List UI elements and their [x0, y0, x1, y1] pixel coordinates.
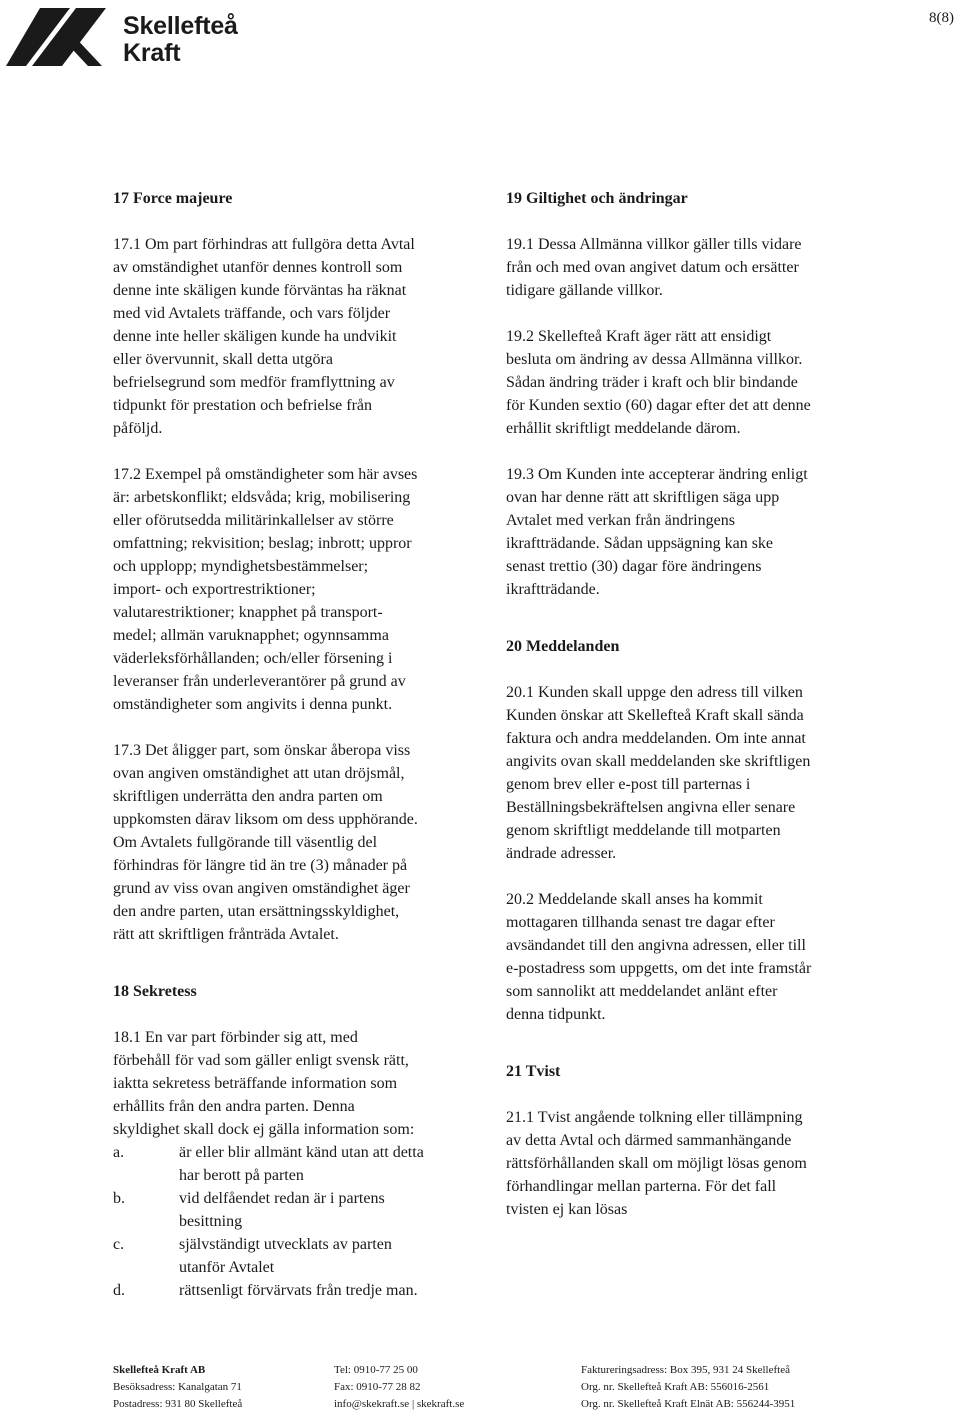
- section-17-2: 17.2 Exempel på omständigheter som här avses är: arbetskonflikt; eldsvåda; krig, mobilisering eller oförutsedda militärinkallelser av större omfattning; rekvisition; beslag; inbrott; uppror och upplopp; myndighetsbestämmelser; import- och exportrestriktioner; valutarestriktioner; knapphet på transport- medel; allmän varuknapphet; ogynnsamma väderleksförhållanden; och/eller försening i leveranser från underleverantörer på grund av omständigheter som angivits i denna punkt.: [113, 466, 418, 713]
- footer-org-number-elnat: Org. nr. Skellefteå Kraft Elnät AB: 556244-3951: [581, 1398, 796, 1410]
- footer-company-block: [113, 1362, 242, 1413]
- logo-text-line1: Skellefteå: [123, 12, 238, 40]
- section-17-1: 17.1 Om part förhindras att fullgöra detta Avtal av omständighet utanför dennes kontroll som denne inte skäligen kunde förväntas ha räknat med vid Avtalets träffande, och vars följder denne inte heller skäligen kunde ha undvikit eller övervunnit, skall detta utgöra befrielsegrund som medför framflyttning av tidpunkt för prestation och befrielse från påföljd.: [113, 236, 415, 437]
- list-item: [113, 1187, 475, 1233]
- section-21-1: 21.1 Tvist angående tolkning eller tillämpning av detta Avtal och därmed sammanhängande rättsförhållanden skall om möjligt lösas genom förhandlingar mellan parterna. För det fall tvisten ej kan lösas: [506, 1109, 807, 1218]
- logo-text-line2: Kraft: [123, 39, 181, 67]
- section-20-1: 20.1 Kunden skall uppge den adress till vilken Kunden önskar att Skellefteå Kraft skall sända faktura och andra meddelanden. Om inte annat angivits ovan skall meddelanden ske skriftligen genom brev eller e-post till parternas i Beställningsbekräftelsen angivna eller senare genom skriftligt meddelande till motparten ändrade adresser.: [506, 684, 811, 862]
- list-item: [113, 1141, 475, 1187]
- section-20-2: 20.2 Meddelande skall anses ha kommit mottagaren tillhanda senast tre dagar efter avsändandet till den angivna adressen, eller till e-postadress som uppgetts, om det inte framstår som sannolikt att meddelandet anlänt efter denna tidpunkt.: [506, 891, 812, 1023]
- footer-contact-block: [334, 1362, 464, 1413]
- footer-billing-block: [581, 1362, 795, 1413]
- list-item-letter: b.: [113, 1190, 125, 1207]
- company-logo: [6, 4, 256, 70]
- section-19-3: 19.3 Om Kunden inte accepterar ändring enligt ovan har denne rätt att skriftligen säga upp Avtalet med verkan från ändringens ikraftträdande. Sådan uppsägning kan ske senast trettio (30) dagar före ändringens ikraftträdande.: [506, 466, 808, 598]
- section-19-1: 19.1 Dessa Allmänna villkor gäller tills vidare från och med ovan angivet datum och ersätter tidigare gällande villkor.: [506, 236, 802, 299]
- footer-postal-address: Postadress: 931 80 Skellefteå: [113, 1398, 243, 1410]
- section-19-heading: 19 Giltighet och ändringar: [506, 190, 688, 207]
- section-18-1: 18.1 En var part förbinder sig att, med förbehåll för vad som gäller enligt svensk rätt, iaktta sekretess beträffande information som erhållits från den andra parten. Denna skyldighet skall dock ej gälla information som:: [113, 1029, 415, 1138]
- section-18-heading: 18 Sekretess: [113, 983, 197, 1000]
- section-19-2: 19.2 Skellefteå Kraft äger rätt att ensidigt besluta om ändring av dessa Allmänna villkor. Sådan ändring träder i kraft och blir bindande för Kunden sextio (60) dagar efter det att denne erhållit skriftligt meddelande därom.: [506, 328, 811, 437]
- skelleftea-kraft-logo-mark-icon: [6, 4, 118, 70]
- footer-fax: Fax: 0910-77 28 82: [334, 1381, 421, 1393]
- list-item-letter: a.: [113, 1144, 125, 1161]
- list-item: [113, 1233, 475, 1279]
- list-item-text: är eller blir allmänt känd utan att detta har berott på parten: [179, 1144, 424, 1184]
- footer-org-number-kraft: Org. nr. Skellefteå Kraft AB: 556016-2561: [581, 1381, 770, 1393]
- page-number: 8(8): [929, 10, 954, 26]
- list-item-text: rättsenligt förvärvats från tredje man.: [179, 1282, 418, 1299]
- right-column: [506, 187, 866, 1221]
- section-17-heading: 17 Force majeure: [113, 190, 233, 207]
- footer-invoice-address: Faktureringsadress: Box 395, 931 24 Skellefteå: [581, 1364, 790, 1376]
- section-17-3: 17.3 Det åligger part, som önskar åberopa viss ovan angiven omständighet att utan dröjsmål, skriftligen underrätta den andra parten om uppkomsten därav liksom om dess upphörande. Om Avtalets fullgörande till väsentlig del förhindras för längre tid än tre (3) månader på grund av viss ovan angiven omständighet äger den andre parten, utan ersättningsskyldighet, rätt att skriftligen frånträda Avtalet.: [113, 742, 418, 943]
- footer-email-web: info@skekraft.se | skekraft.se: [334, 1398, 465, 1410]
- list-item: [113, 1279, 475, 1302]
- section-20-heading: 20 Meddelanden: [506, 638, 620, 655]
- footer-phone: Tel: 0910-77 25 00: [334, 1364, 418, 1376]
- list-item-letter: c.: [113, 1236, 125, 1253]
- list-item-text: vid delfåendet redan är i partens besittning: [179, 1190, 385, 1230]
- footer-visit-address: Besöksadress: Kanalgatan 71: [113, 1381, 242, 1393]
- left-column: [113, 187, 475, 1302]
- list-item-letter: d.: [113, 1282, 125, 1299]
- footer-company-name: Skellefteå Kraft AB: [113, 1364, 206, 1376]
- section-21-heading: 21 Tvist: [506, 1063, 561, 1080]
- confidentiality-exceptions-list: [113, 1141, 475, 1302]
- list-item-text: självständigt utvecklats av parten utanför Avtalet: [179, 1236, 392, 1276]
